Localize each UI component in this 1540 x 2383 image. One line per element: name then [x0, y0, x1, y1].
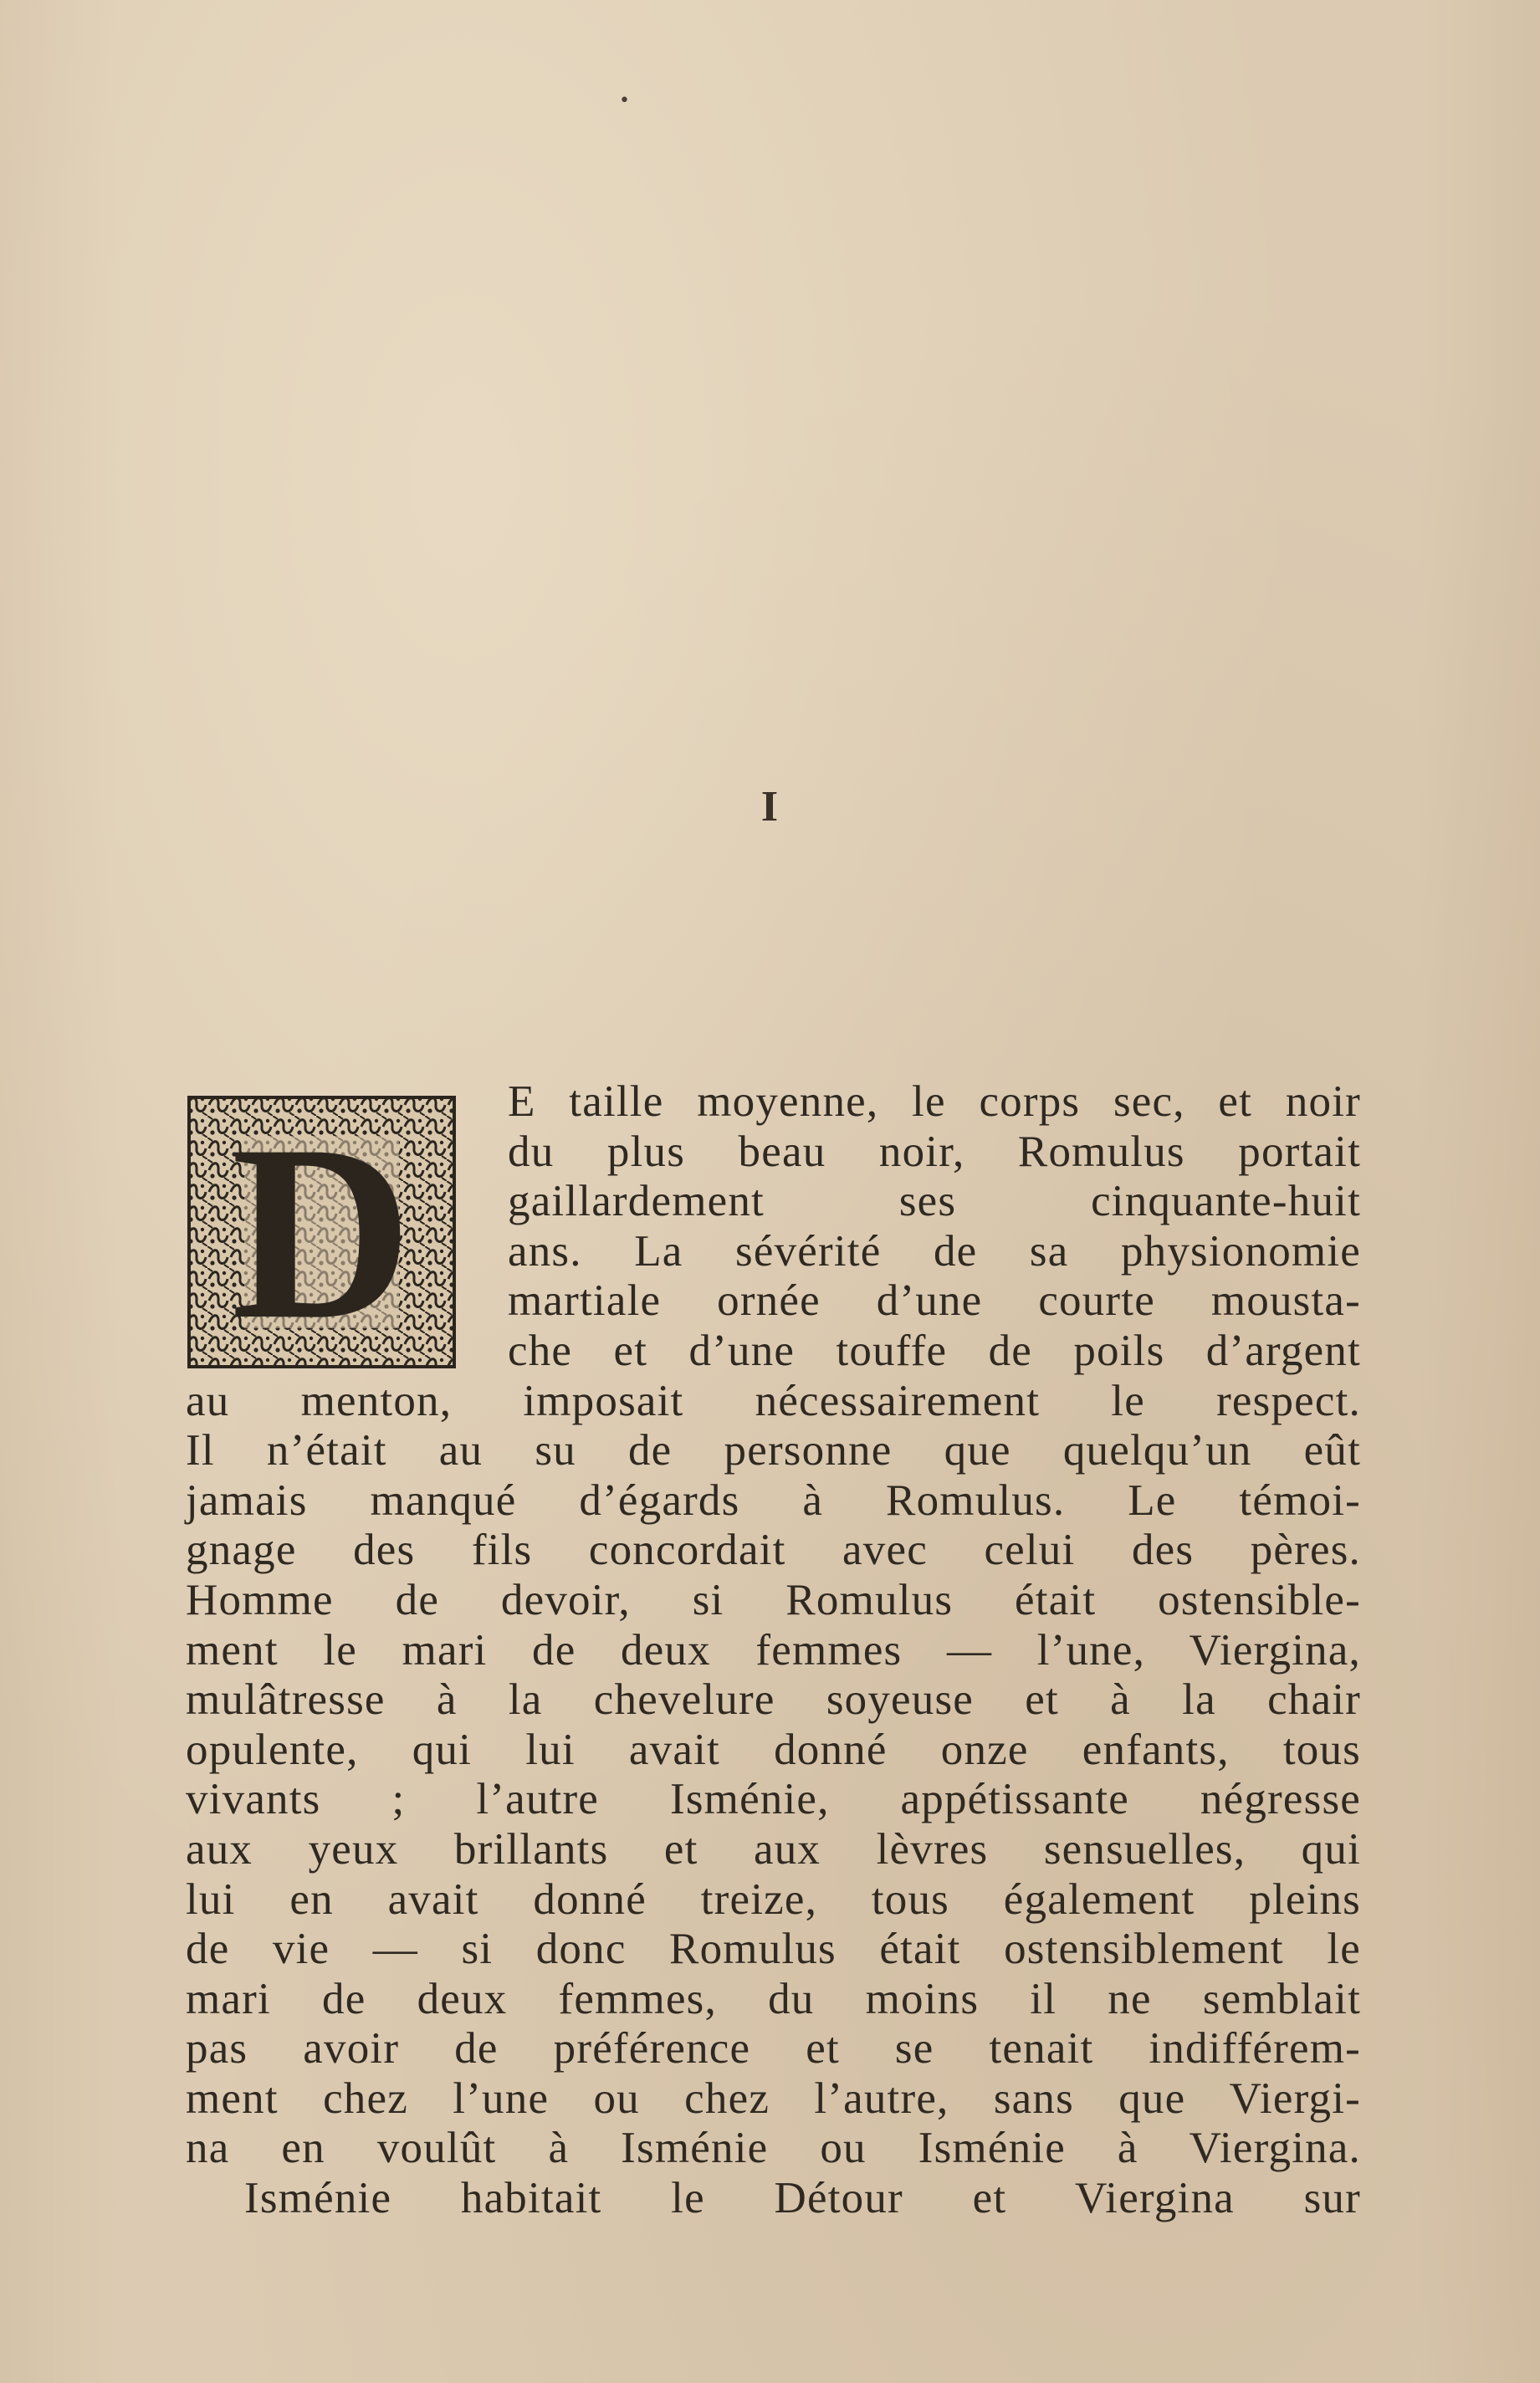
text-line: mari de deux femmes, du moins il ne semblait — [186, 1974, 1361, 2023]
text-line: mulâtresse à la chevelure soyeuse et à la chair — [186, 1675, 1361, 1725]
text-line: gaillardement ses cinquante-huit — [508, 1177, 1361, 1226]
top-mark: • — [619, 90, 630, 111]
text-line: au menton, imposait nécessairement le respect. — [186, 1376, 1361, 1425]
text-line: aux yeux brillants et aux lèvres sensuelles, qui — [186, 1824, 1361, 1874]
text-line: de vie — si donc Romulus était ostensiblement le — [186, 1925, 1361, 1974]
text-line: E taille moyenne, le corps sec, et noir — [508, 1077, 1361, 1126]
text-line: na en voulût à Isménie ou Isménie à Viergina. — [186, 2124, 1361, 2173]
text-line: che et d’une touffe de poils d’argent — [508, 1326, 1361, 1375]
text-line: pas avoir de préférence et se tenait indifférem- — [186, 2024, 1361, 2074]
dropcap-letter: D — [231, 1093, 412, 1371]
body-text — [186, 1077, 1361, 2224]
text-line: vivants ; l’autre Isménie, appétissante négresse — [186, 1775, 1361, 1824]
text-line: Homme de devoir, si Romulus était ostensible- — [186, 1575, 1361, 1624]
chapter-number: I — [760, 783, 779, 831]
text-line: ment chez l’une ou chez l’autre, sans que Viergi- — [186, 2074, 1361, 2123]
text-line: gnage des fils concordait avec celui des pères. — [186, 1526, 1361, 1575]
text-line: lui en avait donné treize, tous également pleins — [186, 1874, 1361, 1924]
text-line: ment le mari de deux femmes — l’une, Viergina, — [186, 1625, 1361, 1675]
text-line: ans. La sévérité de sa physionomie — [508, 1226, 1361, 1276]
text-line: opulente, qui lui avait donné onze enfants, tous — [186, 1725, 1361, 1774]
text-line: Isménie habitait le Détour et Viergina sur — [244, 2174, 1361, 2223]
text-line: du plus beau noir, Romulus portait — [508, 1127, 1361, 1176]
text-line: Il n’était au su de personne que quelqu’un eût — [186, 1426, 1361, 1475]
text-line: jamais manqué d’égards à Romulus. Le témoi- — [186, 1475, 1361, 1525]
text-line: martiale ornée d’une courte mousta- — [508, 1276, 1361, 1326]
